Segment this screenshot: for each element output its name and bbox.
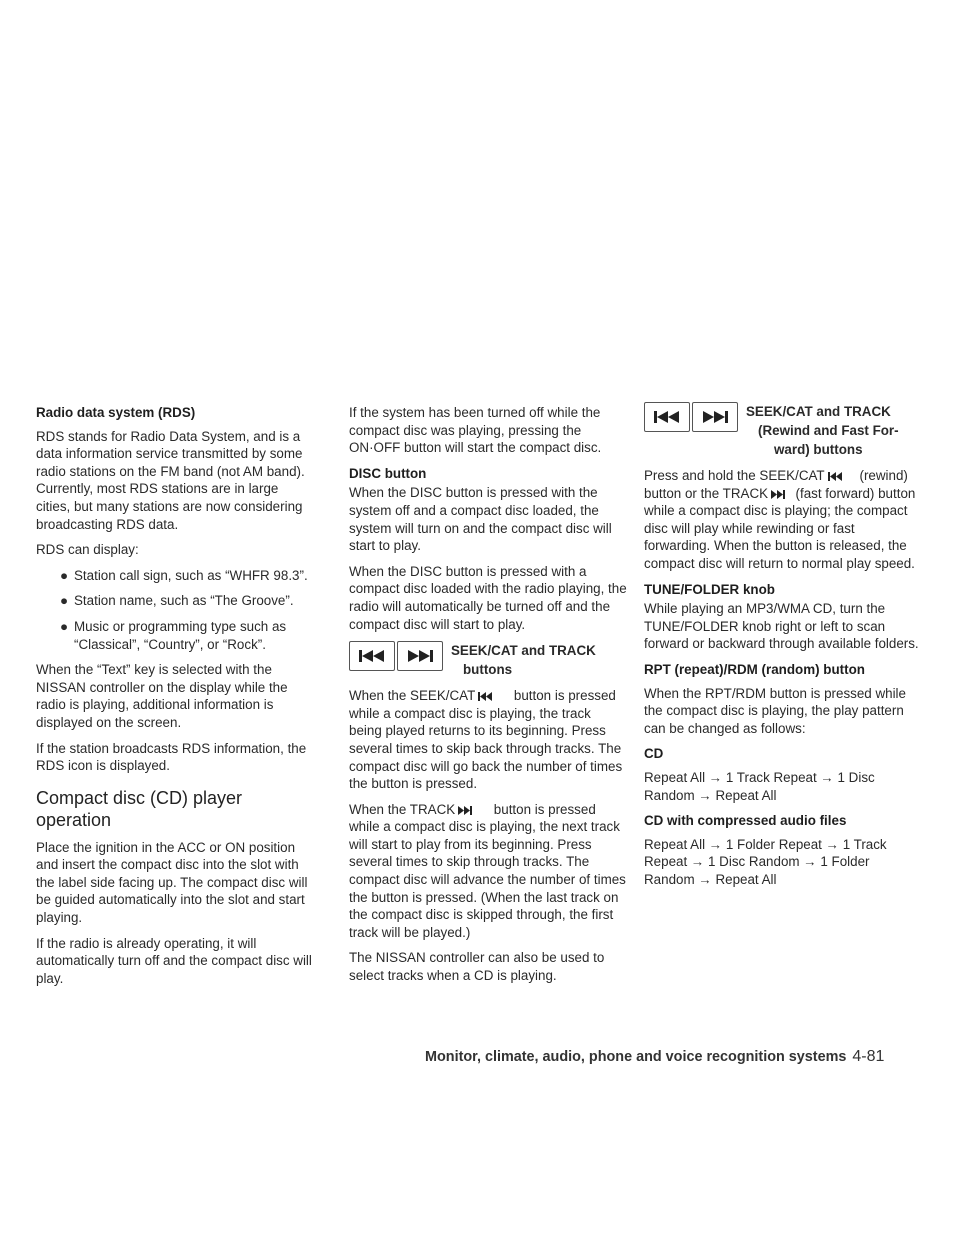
seek-paragraph-1-start: When the SEEK/CAT [349, 688, 476, 704]
disc-paragraph-1: When the DISC button is pressed with the system off and a compact disc loaded, the system will turn on and the compact disc will start to play. [349, 485, 612, 554]
seek-paragraph-2 [349, 801, 627, 942]
seek-track-label [445, 641, 596, 679]
column-2 [349, 404, 627, 993]
footer-section-title: Monitor, climate, audio, phone and voice recognition systems [425, 1049, 847, 1065]
seek-track-label-line-2: buttons [463, 662, 513, 678]
page-number: 4-81 [852, 1048, 885, 1065]
skip-back-inline-icon [828, 472, 842, 481]
bullet-icon: ● [60, 593, 69, 609]
seek-paragraph-1-end: button is pressed while a compact disc is playing, the track being played returns to its beginning. Press several times to skip back through tracks. The compact disc will go back the number of times the button is pressed. [349, 688, 623, 792]
rds-paragraph-2: When the “Text” key is selected with the NISSAN controller on the display while the radio is playing, additional information is displayed on the screen. [36, 662, 288, 730]
skip-back-inline-icon [478, 692, 492, 701]
rds-bullet-list [36, 567, 314, 653]
list-item [36, 592, 314, 610]
rpt-rdm-paragraph: When the RPT/RDM button is pressed while the compact disc is playing, the play pattern can be changed as follows: [644, 685, 906, 736]
skip-forward-inline-icon [458, 806, 472, 815]
cd-subheading: CD [644, 746, 664, 762]
rewind-ff-label-line-2: (Rewind and Fast For- [758, 423, 899, 438]
rds-paragraph-1: RDS stands for Radio Data System, and is a data information service transmitted by some radio stations on the FM band (not AM band). Currently, most RDS stations are in large cities, but many stations are now considering broadcasting RDS data. [36, 428, 305, 532]
cd-paragraph-3: If the system has been turned off while the compact disc was playing, pressing the ON·OFF button will start the compact disc. [349, 405, 602, 456]
cd-compressed-sequence: Repeat All → 1 Folder Repeat → 1 Track Repeat → 1 Disc Random → 1 Folder Random → Repeat All [644, 836, 887, 887]
list-item-text: Music or programming type such as “Classical”, “Country”, or “Rock”. [74, 618, 287, 652]
rpt-rdm-heading: RPT (repeat)/RDM (random) button [644, 661, 865, 677]
rewind-ff-label [740, 402, 899, 459]
seek-track-label-line-1: SEEK/CAT and TRACK [451, 643, 596, 659]
cd-paragraph-2: If the radio is already operating, it will automatically turn off and the compact disc will play. [36, 935, 312, 986]
cd-compressed-subheading: CD with compressed audio files [644, 813, 847, 829]
seek-track-buttons-figure [349, 641, 627, 679]
list-item-text: Station call sign, such as “WHFR 98.3”. [74, 567, 308, 583]
seek-paragraph-2-start: When the TRACK [349, 801, 456, 817]
cd-section-heading: Compact disc (CD) player operation [36, 787, 243, 830]
seek-paragraph-2-end: button is pressed while a compact disc is playing, the next track will start to play from its beginning. Press several times to skip through tracks. The compact disc will advance the number of times the button is pressed. (When the last track on the compact disc is skipped through, the first track will be played.) [349, 801, 626, 940]
disc-paragraph-2: When the DISC button is pressed with a compact disc loaded with the radio playing, the radio will automatically be turned off and the compact disc will start to play. [349, 563, 627, 632]
bullet-icon: ● [60, 618, 69, 634]
track-button-illustration [397, 641, 443, 671]
rds-paragraph-3: If the station broadcasts RDS information, the RDS icon is displayed. [36, 740, 307, 774]
skip-back-icon [654, 411, 680, 423]
rewind-ff-buttons-figure [644, 402, 922, 459]
cd-sequence: Repeat All → 1 Track Repeat → 1 Disc Random → Repeat All [644, 769, 875, 803]
rewind-ff-paragraph-start: Press and hold the SEEK/CAT [644, 468, 825, 483]
rewind-ff-label-line-3: ward) buttons [774, 442, 863, 457]
tune-folder-heading: TUNE/FOLDER knob [644, 581, 775, 597]
seek-cat-button-illustration [349, 641, 395, 671]
rewind-ff-paragraph-middle: (rewind) button or the TRACK [644, 468, 908, 501]
seek-paragraph-1 [349, 687, 627, 793]
tune-folder-paragraph: While playing an MP3/WMA CD, turn the TUNE/FOLDER knob right or left to scan forward or backward through available folders. [644, 601, 919, 652]
page-footer [425, 1048, 925, 1067]
skip-forward-inline-icon [771, 490, 785, 499]
button-pair [644, 402, 740, 432]
skip-forward-icon [702, 411, 728, 423]
list-item [36, 567, 314, 585]
rds-can-display: RDS can display: [36, 542, 139, 558]
disc-button-heading: DISC button [349, 465, 427, 481]
column-1 [36, 404, 314, 995]
rewind-ff-paragraph-end: (fast forward) button while a compact disc is playing; the compact disc will play while rewinding or fast forwarding. When the button is released, the compact disc will return to normal play speed. [644, 485, 916, 571]
seek-paragraph-3: The NISSAN controller can also be used to select tracks when a CD is playing. [349, 950, 605, 984]
rds-heading: Radio data system (RDS) [36, 405, 196, 420]
seek-cat-button-illustration [644, 402, 690, 432]
cd-paragraph-1: Place the ignition in the ACC or ON position and insert the compact disc into the slot with the label side facing up. The compact disc will be guided automatically into the slot and start playing. [36, 839, 308, 926]
button-pair [349, 641, 445, 671]
list-item [36, 618, 314, 653]
skip-back-icon [359, 650, 385, 662]
column-3 [644, 400, 922, 896]
rewind-ff-paragraph [644, 467, 922, 573]
rewind-ff-label-line-1: SEEK/CAT and TRACK [746, 404, 891, 419]
track-button-illustration [692, 402, 738, 432]
bullet-icon: ● [60, 567, 69, 583]
list-item-text: Station name, such as “The Groove”. [74, 593, 294, 609]
skip-forward-icon [407, 650, 433, 662]
